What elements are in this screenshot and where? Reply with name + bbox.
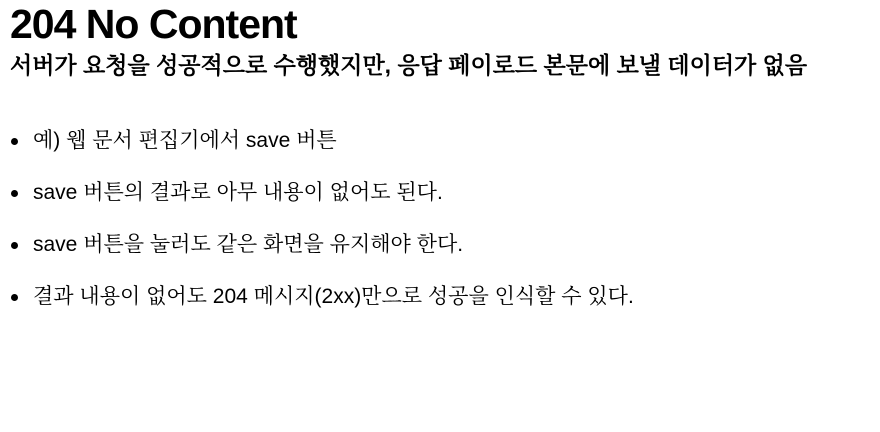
list-item [0, 176, 634, 228]
list-item-text: 결과 내용이 없어도 204 메시지(2xx)만으로 성공을 인식할 수 있다. [33, 285, 634, 308]
bullet-dot-icon [11, 294, 18, 301]
bullet-list [0, 124, 634, 332]
list-item-text: save 버튼의 결과로 아무 내용이 없어도 된다. [33, 181, 443, 204]
list-item [0, 228, 634, 280]
list-item [0, 124, 634, 176]
page-title: 204 No Content [10, 1, 297, 47]
bullet-dot-icon [11, 242, 18, 249]
list-item-text: 예) 웹 문서 편집기에서 save 버튼 [33, 129, 337, 152]
bullet-dot-icon [11, 138, 18, 145]
page-subtitle: 서버가 요청을 성공적으로 수행했지만, 응답 페이로드 본문에 보낼 데이터가 없음 [10, 52, 808, 78]
bullet-dot-icon [11, 190, 18, 197]
list-item [0, 280, 634, 332]
list-item-text: save 버튼을 눌러도 같은 화면을 유지해야 한다. [33, 233, 464, 256]
